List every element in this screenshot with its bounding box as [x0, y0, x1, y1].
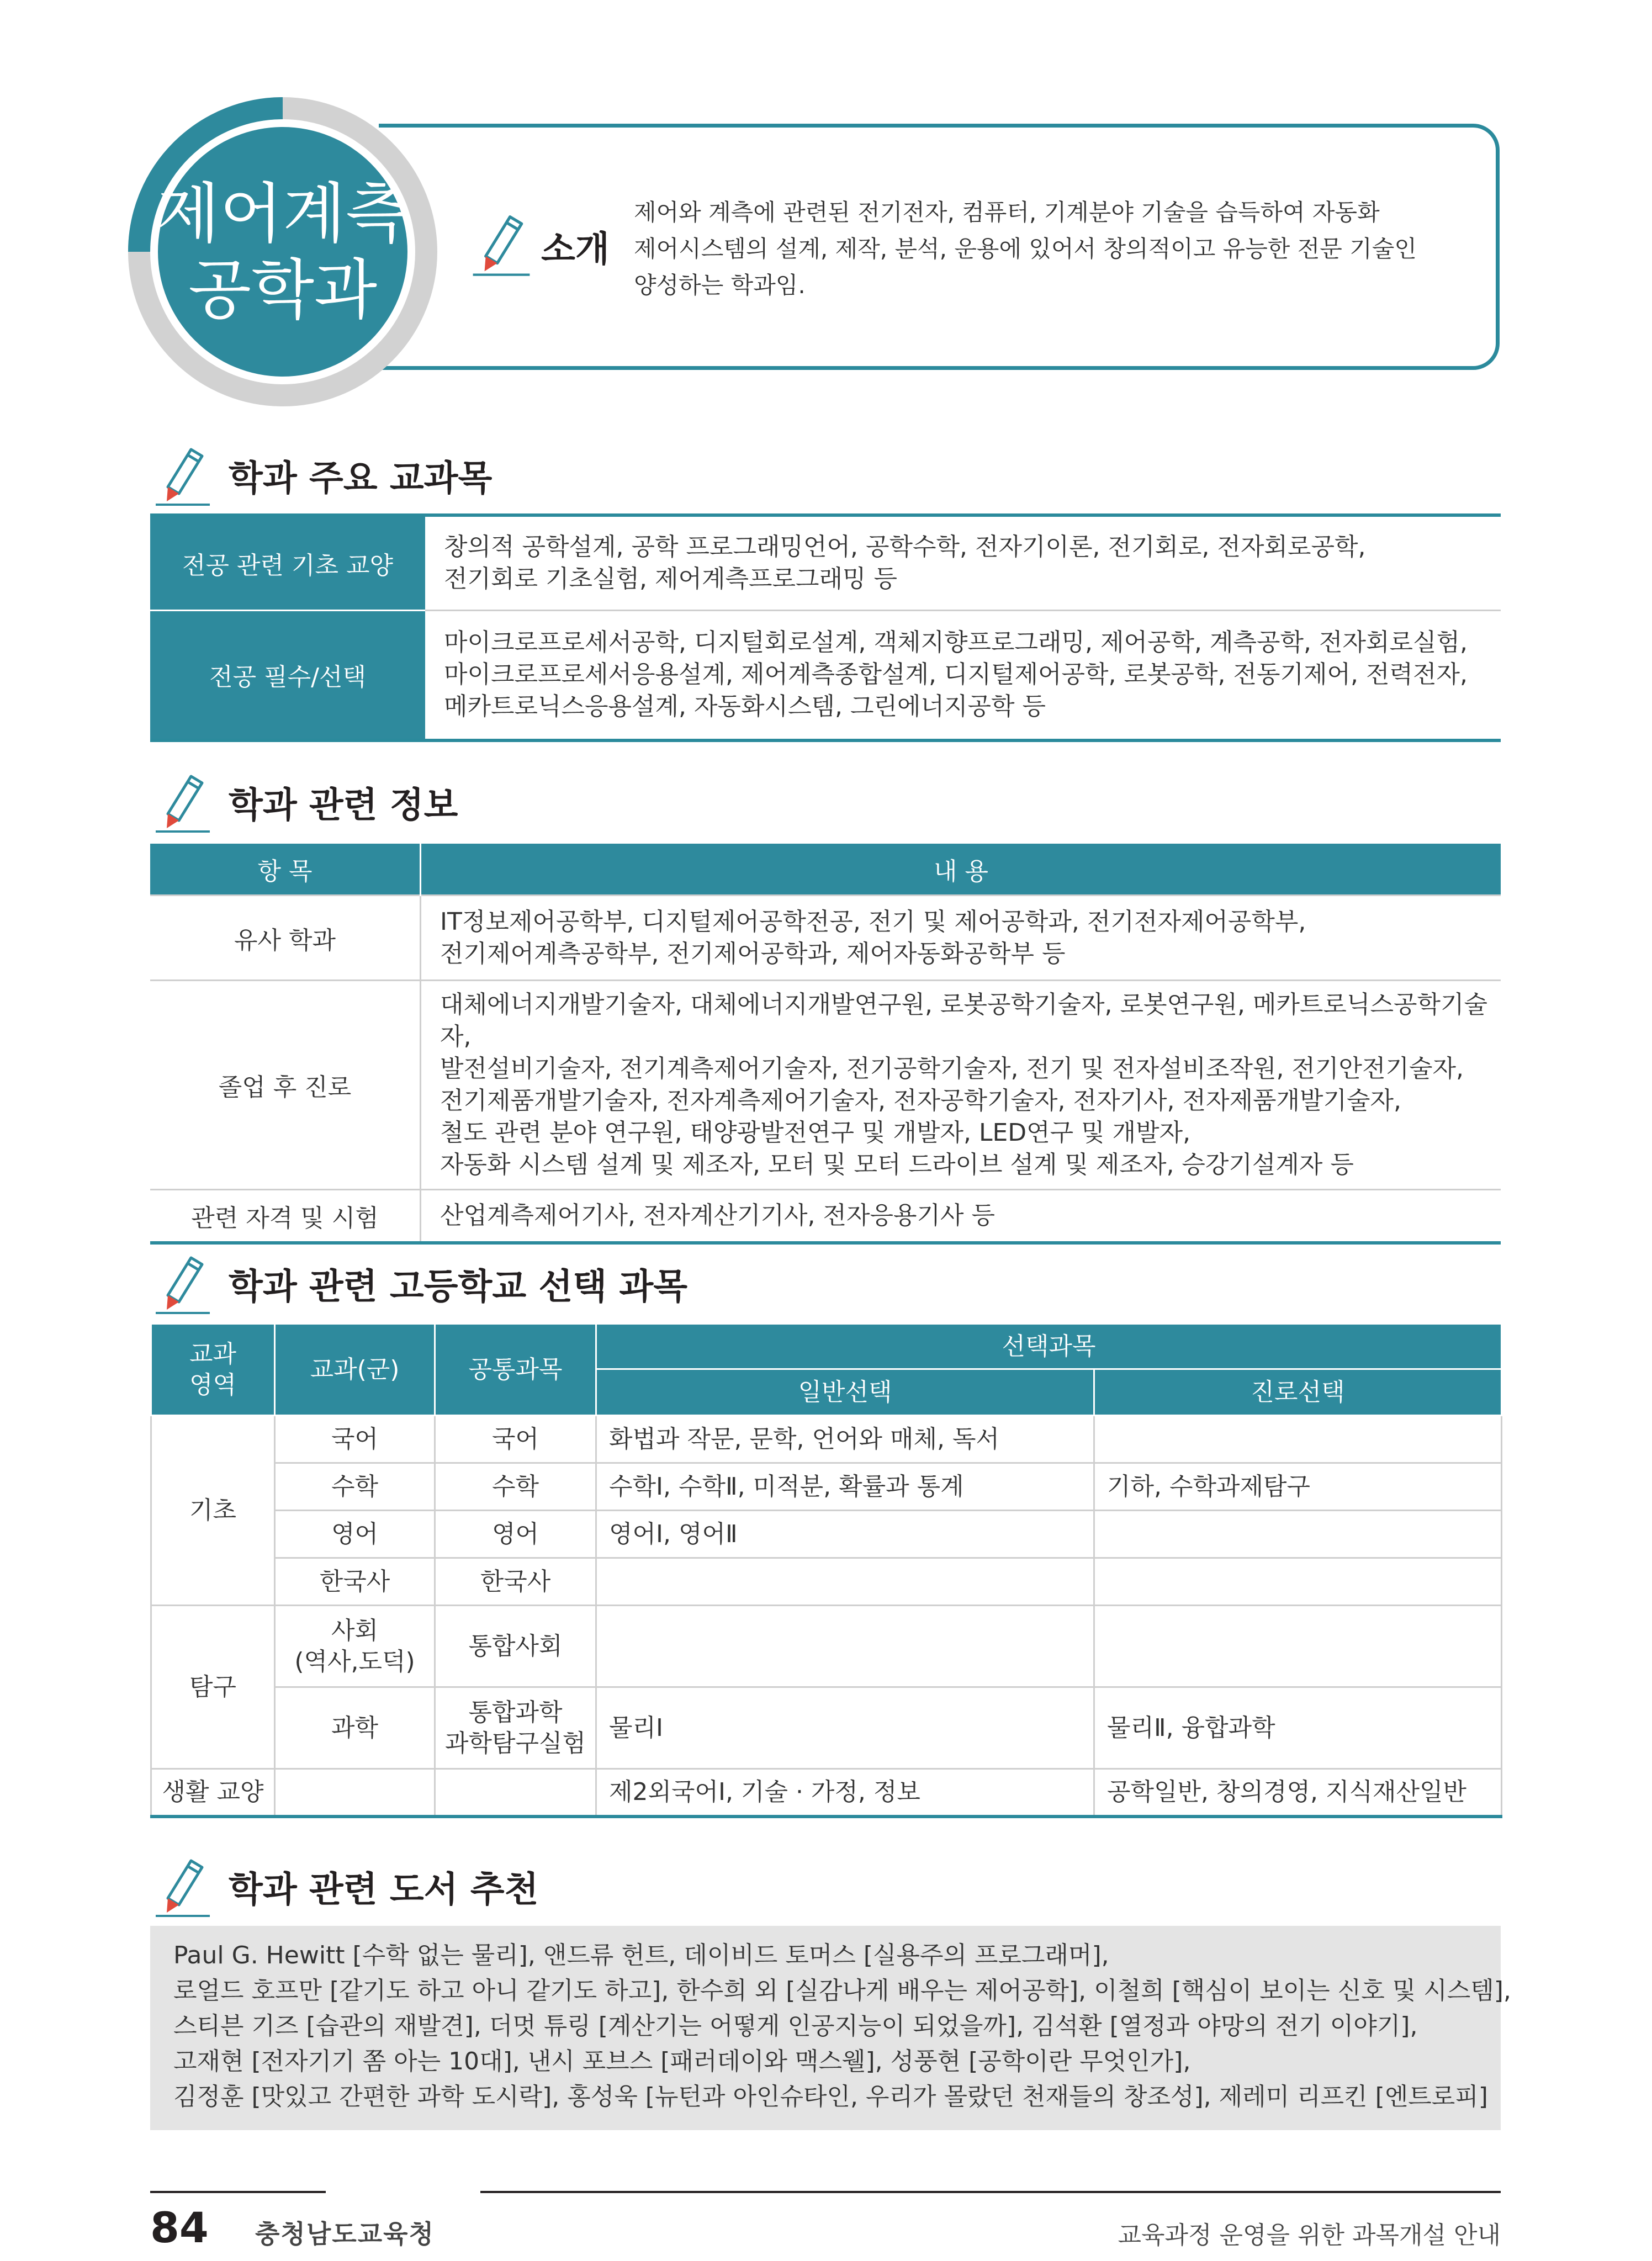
dept-info-table — [150, 844, 1501, 1245]
content-line: 메카트로닉스응용설계, 자동화시스템, 그린에너지공학 등 — [444, 692, 1046, 721]
common-cell: 수학 — [435, 1463, 596, 1511]
common-cell: 한국사 — [435, 1558, 596, 1606]
row-value — [421, 1190, 1501, 1243]
row-key: 졸업 후 진로 — [150, 981, 421, 1190]
section-title: 학과 관련 도서 추천 — [229, 1870, 539, 1910]
row-value — [421, 981, 1501, 1190]
group-cell: 국어 — [275, 1416, 435, 1463]
intro-line: 제어시스템의 설계, 제작, 분석, 운용에 있어서 창의적이고 유능한 전문 기술인 — [634, 235, 1417, 262]
value-line: 전기제어계측공학부, 전기제어공학과, 제어자동화공학부 등 — [440, 939, 1066, 968]
group-line: (역사,도덕) — [294, 1647, 415, 1676]
content-line: 마이크로프로세서공학, 디지털회로설계, 객체지향프로그래밍, 제어공학, 계측공학, 전자회로실험, — [444, 628, 1468, 657]
career-cell — [1094, 1558, 1502, 1606]
header-line: 영역 — [189, 1370, 236, 1399]
area-cell: 탐구 — [151, 1606, 275, 1769]
table-row — [151, 1558, 1502, 1606]
common-cell: 영어 — [435, 1511, 596, 1558]
book-recommendations — [150, 1926, 1511, 2130]
common-cell — [435, 1687, 596, 1769]
table-row — [150, 515, 1501, 610]
value-line: 발전설비기술자, 전기계측제어기술자, 전기공학기술자, 전기 및 전자설비조작원, 전기안전기술자, — [440, 1055, 1464, 1083]
career-cell — [1094, 1606, 1502, 1687]
row-value — [421, 896, 1501, 981]
common-cell: 국어 — [435, 1416, 596, 1463]
table-header-row — [150, 844, 1501, 896]
common-line: 과학탐구실험 — [444, 1729, 586, 1757]
general-cell — [596, 1606, 1094, 1687]
pencil-icon — [152, 442, 213, 509]
group-cell: 수학 — [275, 1463, 435, 1511]
pencil-icon — [468, 209, 534, 279]
row-content — [425, 515, 1501, 610]
column-header-elective: 선택과목 — [596, 1324, 1502, 1369]
main-courses-table — [150, 513, 1501, 742]
content-line: 전기회로 기초실험, 제어계측프로그래밍 등 — [444, 564, 898, 593]
intro-line: 양성하는 학과임. — [634, 272, 806, 299]
intro-text — [634, 194, 1484, 304]
book-line: 김정훈 [맛있고 간편한 과학 도시락], 홍성욱 [뉴턴과 아인슈타인, 우리가 몰랐던 천재들의 창조성], 제레미 리프킨 [엔트로피] — [173, 2083, 1488, 2111]
value-line: 산업계측제어기사, 전자계산기기사, 전자응용기사 등 — [440, 1201, 996, 1230]
career-cell: 물리Ⅱ, 융합과학 — [1094, 1687, 1502, 1769]
row-key: 관련 자격 및 시험 — [150, 1190, 421, 1243]
footer-divider — [150, 2191, 326, 2193]
table-header-row — [151, 1324, 1502, 1369]
table-row — [150, 610, 1501, 740]
table-row — [151, 1511, 1502, 1558]
group-cell: 영어 — [275, 1511, 435, 1558]
value-line: 철도 관련 분야 연구원, 태양광발전연구 및 개발자, LED연구 및 개발자, — [440, 1119, 1191, 1147]
section-heading-hs-subjects — [152, 1250, 687, 1317]
table-row — [151, 1687, 1502, 1769]
group-cell — [275, 1769, 435, 1817]
career-cell: 기하, 수학과제탐구 — [1094, 1463, 1502, 1511]
table-row — [151, 1463, 1502, 1511]
column-header-area — [151, 1324, 275, 1416]
career-cell — [1094, 1511, 1502, 1558]
section-title: 학과 관련 고등학교 선택 과목 — [229, 1267, 688, 1307]
value-line: 자동화 시스템 설계 및 제조자, 모터 및 모터 드라이브 설계 및 제조자, 승강기설계자 등 — [440, 1151, 1354, 1179]
column-header-career: 진로선택 — [1094, 1369, 1502, 1416]
column-header-common: 공통과목 — [435, 1324, 596, 1416]
intro-line: 제어와 계측에 관련된 전기전자, 컴퓨터, 기계분야 기술을 습득하여 자동화 — [634, 199, 1380, 226]
intro-label: 소개 — [541, 229, 610, 270]
book-line: Paul G. Hewitt [수학 없는 물리], 앤드류 헌트, 데이비드 토머스 [실용주의 프로그래머], — [173, 1941, 1109, 1969]
pencil-icon — [152, 1853, 213, 1920]
column-header-content: 내 용 — [421, 844, 1501, 896]
section-heading-courses — [152, 442, 492, 509]
column-header-item: 항 목 — [150, 844, 421, 896]
publisher-name: 충청남도교육청 — [255, 2219, 435, 2249]
pencil-icon — [152, 1250, 213, 1317]
table-row — [150, 896, 1501, 981]
table-row — [150, 1190, 1501, 1243]
pencil-icon — [152, 769, 213, 836]
area-cell: 기초 — [151, 1416, 275, 1606]
header-line: 교과 — [189, 1339, 236, 1368]
row-key: 유사 학과 — [150, 896, 421, 981]
section-title: 학과 관련 정보 — [229, 785, 458, 826]
group-cell: 한국사 — [275, 1558, 435, 1606]
document-title: 교육과정 운영을 위한 과목개설 안내 — [1118, 2221, 1501, 2249]
department-name — [128, 97, 437, 406]
section-title: 학과 주요 교과목 — [229, 458, 493, 499]
group-cell: 과학 — [275, 1687, 435, 1769]
row-header: 전공 필수/선택 — [150, 610, 425, 740]
row-header: 전공 관련 기초 교양 — [150, 515, 425, 610]
page-number: 84 — [150, 2203, 209, 2252]
value-line: 대체에너지개발기술자, 대체에너지개발연구원, 로봇공학기술자, 로봇연구원, 메카트로닉스공학기술자, — [440, 991, 1488, 1051]
column-header-group: 교과(군) — [275, 1324, 435, 1416]
table-row — [151, 1606, 1502, 1687]
general-cell: 물리Ⅰ — [596, 1687, 1094, 1769]
content-line: 마이크로프로세서응용설계, 제어계측종합설계, 디지털제어공학, 로봇공학, 전동기제어, 전력전자, — [444, 660, 1468, 689]
general-cell: 영어Ⅰ, 영어Ⅱ — [596, 1511, 1094, 1558]
book-line: 로얼드 호프만 [같기도 하고 아니 같기도 하고], 한수희 외 [실감나게 배우는 제어공학], 이철희 [핵심이 보이는 신호 및 시스템], — [173, 1977, 1511, 2005]
column-header-general: 일반선택 — [596, 1369, 1094, 1416]
section-heading-info — [152, 769, 458, 836]
footer-divider — [480, 2191, 1501, 2193]
general-cell — [596, 1558, 1094, 1606]
general-cell: 제2외국어Ⅰ, 기술 · 가정, 정보 — [596, 1769, 1094, 1817]
department-name-line2: 공학과 — [188, 252, 377, 328]
table-row — [151, 1416, 1502, 1463]
value-line: 전기제품개발기술자, 전자계측제어기술자, 전자공학기술자, 전자기사, 전자제품개발기술자, — [440, 1087, 1402, 1115]
common-cell: 통합사회 — [435, 1606, 596, 1687]
group-line: 사회 — [331, 1616, 378, 1645]
common-cell — [435, 1769, 596, 1817]
career-cell — [1094, 1416, 1502, 1463]
table-row — [150, 981, 1501, 1190]
career-cell: 공학일반, 창의경영, 지식재산일반 — [1094, 1769, 1502, 1817]
group-cell — [275, 1606, 435, 1687]
general-cell: 수학Ⅰ, 수학Ⅱ, 미적분, 확률과 통계 — [596, 1463, 1094, 1511]
table-row — [151, 1769, 1502, 1817]
book-line: 고재현 [전자기기 쫌 아는 10대], 낸시 포브스 [패러데이와 맥스웰], 성풍현 [공학이란 무엇인가], — [173, 2047, 1191, 2075]
content-line: 창의적 공학설계, 공학 프로그래밍언어, 공학수학, 전자기이론, 전기회로, 전자회로공학, — [444, 532, 1366, 561]
hs-subjects-table — [150, 1323, 1502, 1818]
area-cell: 생활 교양 — [151, 1769, 275, 1817]
value-line: IT정보제어공학부, 디지털제어공학전공, 전기 및 제어공학과, 전기전자제어공학부, — [440, 907, 1306, 936]
department-name-line1: 제어계측 — [157, 176, 409, 252]
general-cell: 화법과 작문, 문학, 언어와 매체, 독서 — [596, 1416, 1094, 1463]
section-heading-books — [152, 1853, 538, 1920]
row-content — [425, 610, 1501, 740]
book-line: 스티븐 기즈 [습관의 재발견], 더멋 튜링 [계산기는 어떻게 인공지능이 되었을까], 김석환 [열정과 야망의 전기 이야기], — [173, 2012, 1418, 2040]
common-line: 통합과학 — [468, 1698, 563, 1727]
